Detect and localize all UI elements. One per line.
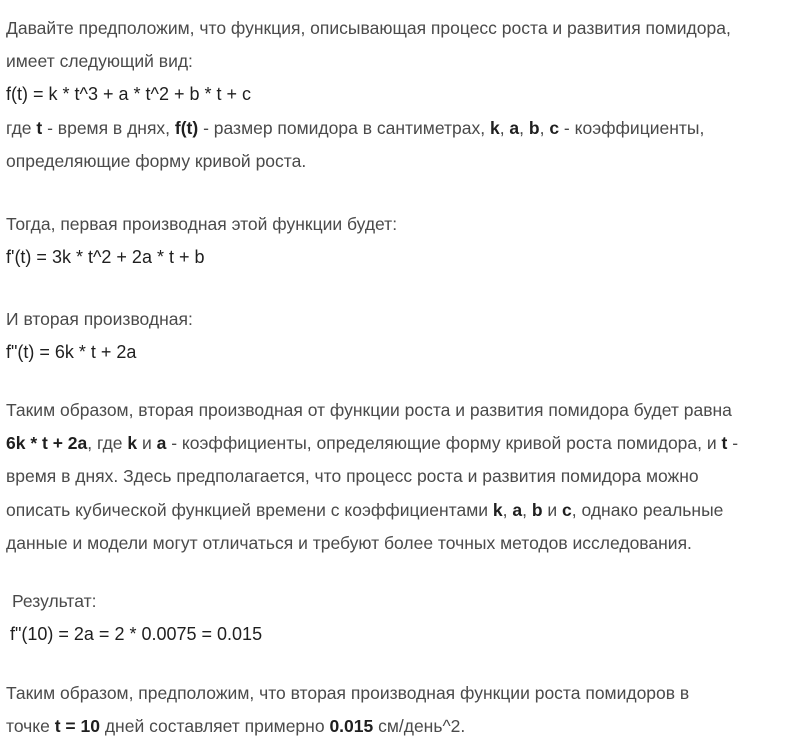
var-ft: f(t): [174, 118, 199, 138]
paragraph1-line5: определяющие форму кривой роста.: [6, 151, 307, 171]
paragraph4-line5: данные и модели могут отличаться и требуют более точных методов исследования.: [6, 533, 692, 553]
paragraph4-line3: время в днях. Здесь предполагается, что процесс роста и развития помидора можно: [6, 466, 699, 486]
text-span: описать кубической функцией времени с коэффициентами: [6, 500, 493, 520]
text-span: ,: [539, 118, 550, 138]
var-t: t: [721, 433, 728, 453]
text-span: - коэффициенты,: [559, 118, 705, 138]
var-c: c: [549, 118, 560, 138]
text-span: см/день^2.: [373, 716, 466, 736]
text-span: , где: [87, 433, 128, 453]
text-span: точке: [6, 716, 55, 736]
var-a: a: [509, 118, 520, 138]
second-derivative-formula: f"(t) = 6k * t + 2a: [6, 342, 137, 362]
conclusion-line1: Таким образом, предположим, что вторая производная функции роста помидоров в: [6, 683, 690, 703]
result-value: 0.015: [329, 716, 374, 736]
paragraph2-line1: Тогда, первая производная этой функции будет:: [6, 214, 398, 234]
text-span: ,: [522, 500, 532, 520]
text-span: дней составляет примерно: [99, 716, 330, 736]
var-b: b: [528, 118, 540, 138]
function-formula: f(t) = k * t^3 + a * t^2 + b * t + c: [6, 84, 252, 104]
paragraph1-line4: [6, 116, 704, 140]
paragraph1-line1: Давайте предположим, что функция, описывающая процесс роста и развития помидора,: [6, 18, 731, 38]
var-c: c: [562, 500, 572, 520]
var-t: t: [36, 118, 43, 138]
text-span: - коэффициенты, определяющие форму кривой роста помидора, и: [166, 433, 722, 453]
first-derivative-formula: f'(t) = 3k * t^2 + 2a * t + b: [6, 247, 205, 267]
expr-span: 6k * t + 2a: [6, 433, 88, 453]
var-a: a: [512, 500, 523, 520]
text-span: и: [137, 433, 157, 453]
text-span: - размер помидора в сантиметрах,: [198, 118, 490, 138]
text-span: ,: [519, 118, 529, 138]
paragraph3-line1: И вторая производная:: [6, 309, 193, 329]
paragraph1-line2: имеет следующий вид:: [6, 51, 193, 71]
result-formula: f"(10) = 2a = 2 * 0.0075 = 0.015: [10, 624, 263, 644]
paragraph4-line2: [6, 431, 738, 455]
var-a: a: [156, 433, 167, 453]
result-label: Результат:: [12, 591, 97, 611]
text-span: и: [542, 500, 563, 520]
text-span: , однако реальные: [571, 500, 724, 520]
var-k: k: [489, 118, 500, 138]
text-span: ,: [499, 118, 510, 138]
var-b: b: [531, 500, 543, 520]
text-span: -: [727, 433, 739, 453]
var-k: k: [492, 500, 503, 520]
text-span: - время в днях,: [42, 118, 175, 138]
conclusion-line2: [6, 714, 465, 738]
text-span: где: [6, 118, 37, 138]
var-k: k: [127, 433, 138, 453]
var-t-value: t = 10: [54, 716, 100, 736]
text-span: ,: [502, 500, 513, 520]
paragraph4-line4: [6, 498, 723, 522]
paragraph4-line1: Таким образом, вторая производная от функции роста и развития помидора будет равна: [6, 400, 732, 420]
